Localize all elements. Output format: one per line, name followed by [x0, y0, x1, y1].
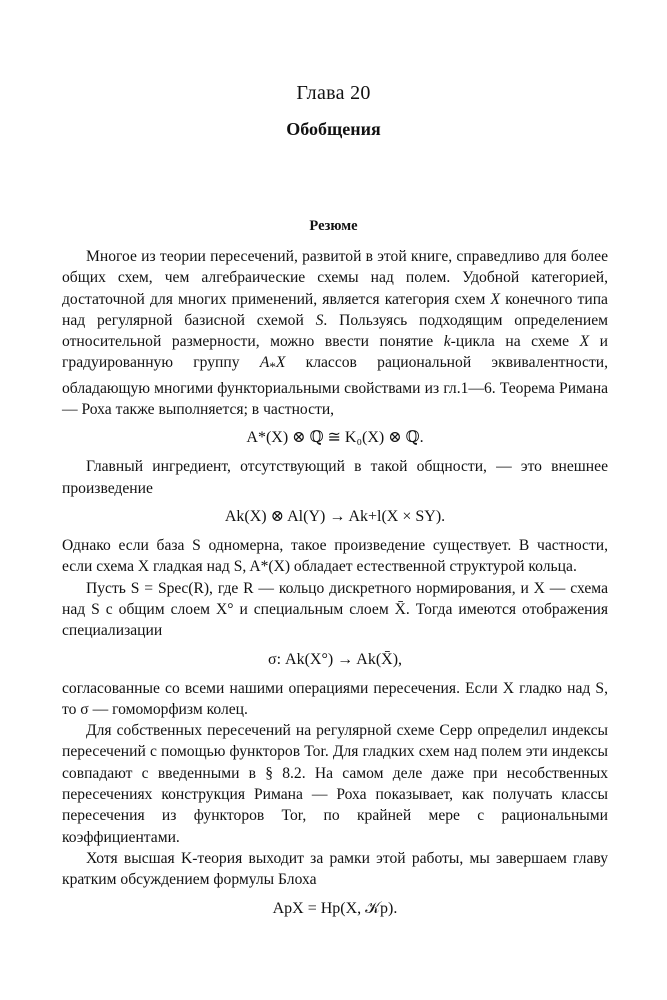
paragraph-1: Многое из теории пересечений, развитой в этой книге, справедливо для более общих схем, чем алгебраические схемы над полем. Удобной категорией, достаточной для многих применений, является категория схем X конечного типа над регулярной базисной схемой S. Пользуясь подходящим определением относительной размерности, можно ввести понятие k-цикла на схеме X и градуированную группу $A_*X$ классов рациональной эквивалентности, обладающую многими функториальными свойствами из гл.1—6. Теорема Римана — Роха также выполняется; в частности,	[62, 248, 609, 419]
paragraph-2: Главный ингредиент, отсутствующий в такой общности, — это внешнее произведение	[62, 458, 608, 497]
summary-body	[62, 246, 608, 927]
formula-riemann-roch: A*(X) ⊗ ℚ ≅ K₀(X) ⊗ ℚ.	[246, 429, 424, 447]
formula-specialization: σ: Ak(X°) → Ak(X̄),	[267, 650, 403, 668]
paragraph-3: Однако если база S одномерна, такое произведение существует. В частности, если схема X гладкая над S, A*(X) обладает естественной структурой кольца.	[62, 537, 608, 576]
formula-bloch: ApX = Hp(X, 𝒦p).	[272, 899, 398, 917]
paragraph-4-cont: согласованные со всеми нашими операциями пересечения. Если X гладко над S, то σ — гомоморфизм колец.	[62, 679, 608, 718]
paragraph-6: Хотя высшая K-теория выходит за рамки этой работы, мы завершаем главу кратким обсуждением формулы Блоха	[62, 849, 608, 889]
paragraph-4: Пусть S = Spec(R), где R — кольцо дискретного нормирования, и X — схема над S с общим слоем X° и специальным слоем X̄. Тогда имеются отображения специализации	[62, 579, 608, 640]
paragraph-5: Для собственных пересечений на регулярной схеме Серр определил индексы пересечений с помощью функторов Tor. Для гладких схем над полем эти индексы совпадают с введенными в § 8.2. На самом деле даже при несобственных пересечениях конструкция Римана — Роха показывает, как получать классы пересечения из функторов Tor, по крайней мере с рациональными коэффициентами.	[62, 722, 608, 846]
formula-exterior-product: Ak(X) ⊗ Al(Y) → Ak+l(X × SY).	[224, 508, 446, 526]
chapter-title: Обобщения	[286, 119, 381, 139]
summary-heading: Резюме	[309, 218, 358, 234]
chapter-label: Глава 20	[296, 82, 371, 104]
